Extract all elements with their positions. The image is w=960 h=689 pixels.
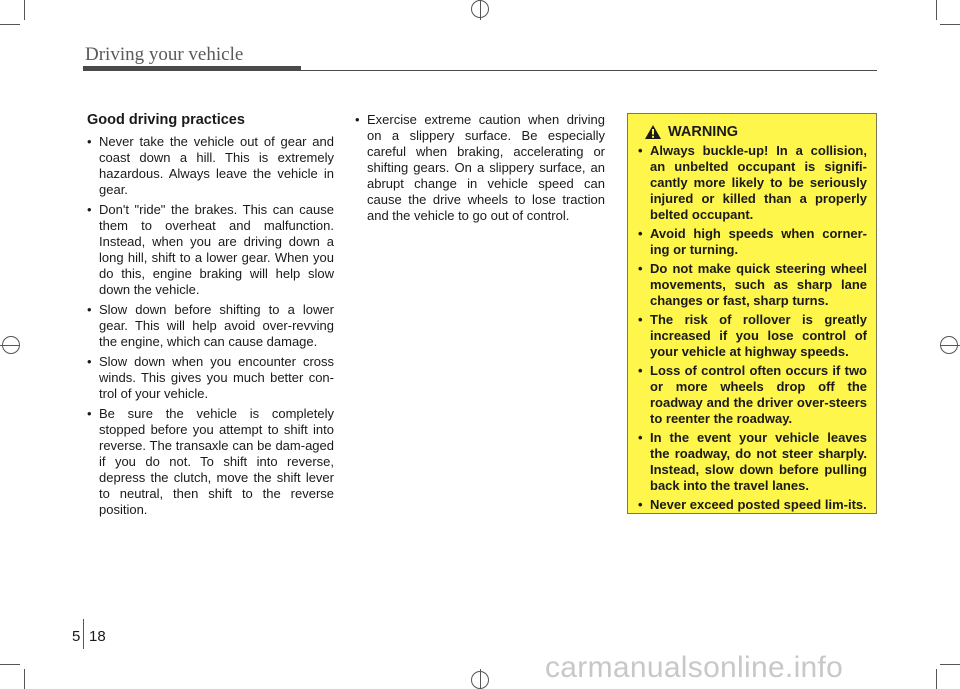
crop-mark bbox=[24, 0, 25, 20]
warning-box bbox=[627, 113, 877, 514]
section-heading: Good driving practices bbox=[87, 112, 245, 128]
crop-mark bbox=[24, 669, 25, 689]
warning-list bbox=[638, 143, 867, 513]
chapter-number: 5 bbox=[72, 628, 81, 645]
list-item: • Slow down when you encounter cross winds. This gives you much better con-trol of your vehicle. bbox=[87, 354, 334, 402]
warning-title: WARNING bbox=[668, 124, 739, 140]
crop-mark bbox=[0, 664, 20, 665]
list-item: • Don't "ride" the brakes. This can cause them to overheat and malfunction. Instead, when you are driving down a long hill, shift to a lower gear. When you do this, engine braking will help slow down the vehicle. bbox=[87, 202, 334, 298]
registration-mark bbox=[2, 336, 20, 354]
list-item: • Slow down before shifting to a lower gear. This will help avoid over-revving the engine, which can cause damage. bbox=[87, 302, 334, 350]
watermark: carmanualsonline.info bbox=[545, 651, 844, 684]
crop-mark bbox=[0, 24, 20, 25]
registration-mark bbox=[471, 0, 489, 18]
list-item: • Avoid high speeds when corner-ing or turning. bbox=[638, 226, 867, 258]
list-item: • Be sure the vehicle is completely stopped before you attempt to shift into reverse. The transaxle can be dam-aged if you do not. To shift into reverse, depress the clutch, move the shift lever to neutral, then shift to the reverse position. bbox=[87, 406, 334, 518]
crop-mark bbox=[940, 664, 960, 665]
list-item: • In the event your vehicle leaves the roadway, do not steer sharply. Instead, slow down before pulling back into the travel lanes. bbox=[638, 430, 867, 494]
list-item: • Never exceed posted speed lim-its. bbox=[638, 497, 867, 513]
crop-mark bbox=[936, 0, 937, 20]
list-item: • Never take the vehicle out of gear and coast down a hill. This is extremely hazardous. Always leave the vehicle in gear. bbox=[87, 134, 334, 198]
list-item: • Loss of control often occurs if two or more wheels drop off the roadway and the driver over-steers to reenter the roadway. bbox=[638, 363, 867, 427]
crop-mark bbox=[936, 669, 937, 689]
practice-list bbox=[87, 134, 334, 518]
section-title: Driving your vehicle bbox=[85, 44, 244, 65]
list-item: • Do not make quick steering wheel movements, such as sharp lane changes or fast, sharp turns. bbox=[638, 261, 867, 309]
page-number-divider bbox=[83, 619, 84, 649]
warning-triangle-icon bbox=[644, 124, 662, 140]
page-number: 18 bbox=[89, 628, 106, 645]
registration-mark bbox=[471, 671, 489, 689]
list-item: • Always buckle-up! In a collision, an unbelted occupant is signifi-cantly more likely to be seriously injured or killed than a properly belted occupant. bbox=[638, 143, 867, 223]
list-item: • The risk of rollover is greatly increased if you lose control of your vehicle at highway speeds. bbox=[638, 312, 867, 360]
registration-mark bbox=[940, 336, 958, 354]
middle-column bbox=[355, 112, 605, 228]
practice-list bbox=[355, 112, 605, 224]
left-column bbox=[87, 112, 334, 522]
crop-mark bbox=[940, 24, 960, 25]
header-rule-thin bbox=[301, 70, 877, 71]
header-rule bbox=[83, 66, 301, 71]
warning-header bbox=[644, 124, 867, 140]
list-item: • Exercise extreme caution when driving on a slippery surface. Be especially careful when braking, accelerating or shifting gears. On a slippery surface, an abrupt change in vehicle speed can cause the drive wheels to lose traction and the vehicle to go out of control. bbox=[355, 112, 605, 224]
